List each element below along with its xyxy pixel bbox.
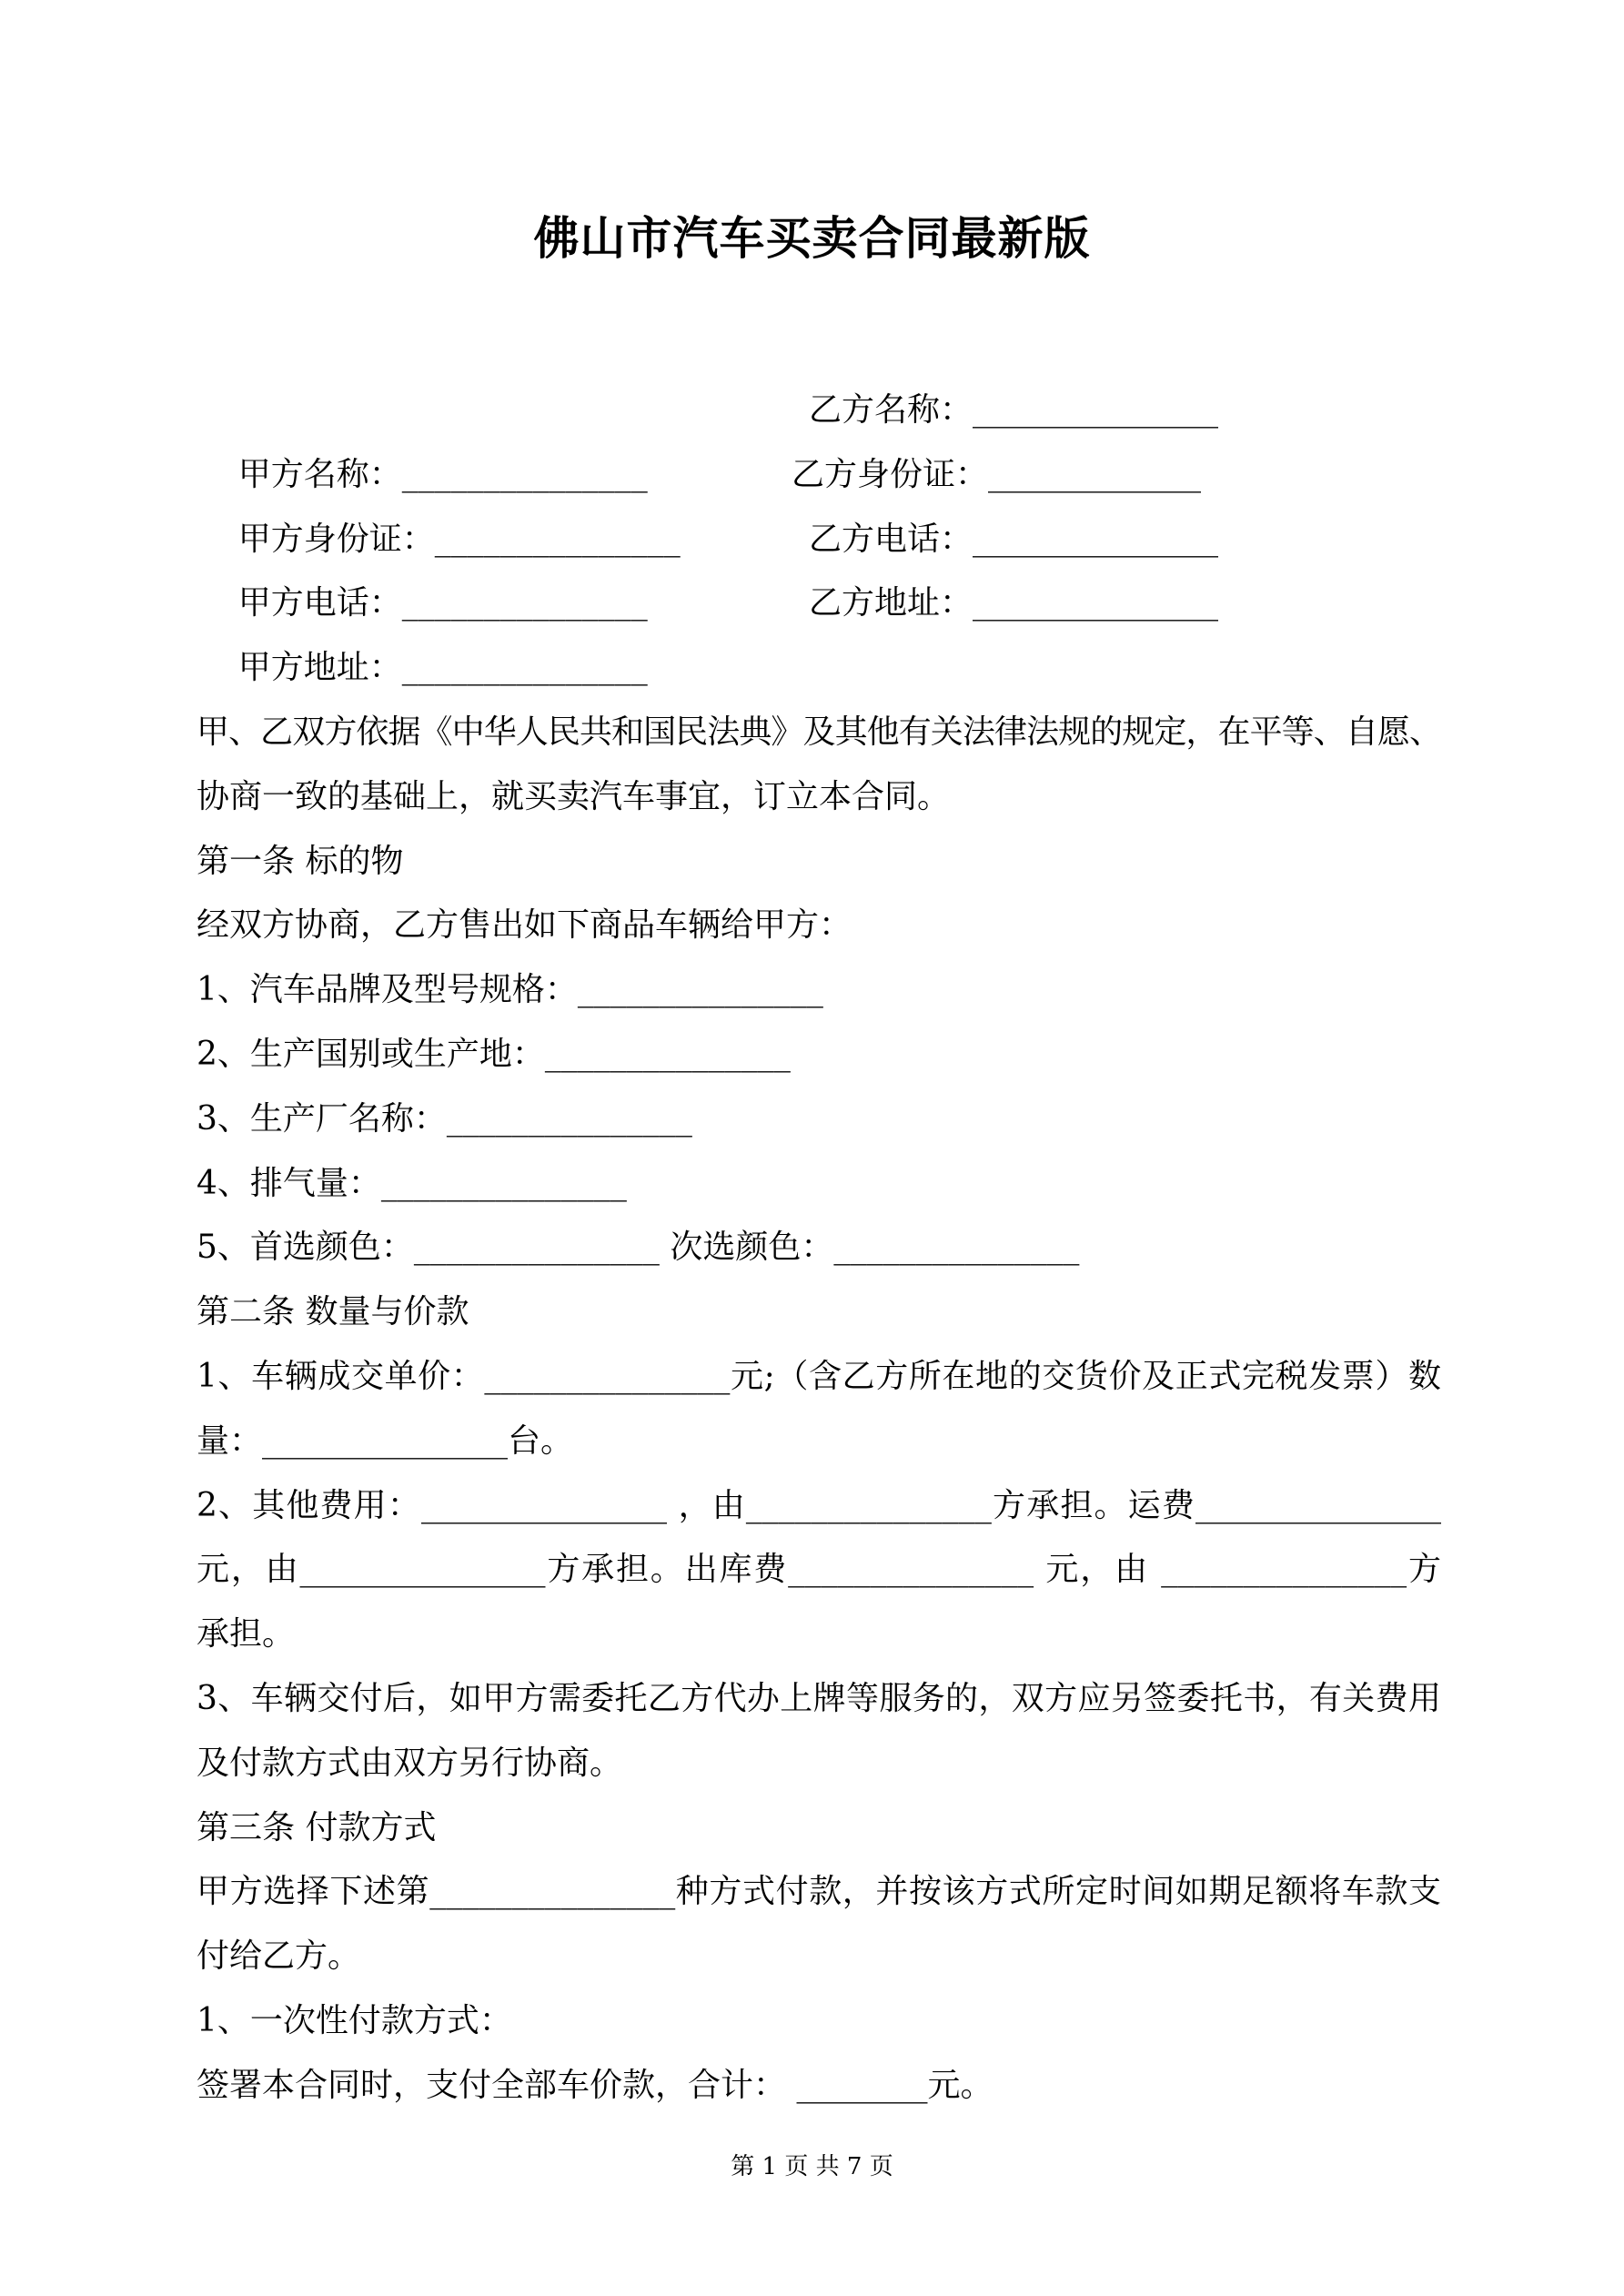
section-heading: 第一条 标的物 [197, 842, 404, 880]
party-address-row [197, 571, 1441, 687]
text-line: 量：_______________台。 [197, 1421, 574, 1460]
document-title: 佛山市汽车买卖合同最新版 [533, 211, 1091, 265]
text-line: 经双方协商，乙方售出如下商品车辆给甲方： [197, 906, 852, 945]
text-line: 元，由_______________方承担。出库费_______________ 元，由 _______________方 [197, 1551, 1441, 1589]
text-line: 2、其他费用：_______________ ，由_______________方承担。运费_______________ [197, 1486, 1441, 1524]
text-line: 1、车辆成交单价：_______________元;（含乙方所在地的交货价及正式完税发票）数 [197, 1357, 1441, 1395]
text-line: 付给乙方。 [197, 1937, 361, 1976]
party-b-address: 乙方地址：_______________ [809, 584, 1219, 622]
text-line: 甲、乙双方依据《中华人民共和国民法典》及其他有关法律法规的规定，在平等、自愿、 [197, 713, 1441, 751]
text-line: 1、一次性付款方式： [197, 2001, 512, 2039]
page-number: 第 1 页 共 7 页 [731, 2153, 893, 2180]
text-line: 5、首选颜色：_______________ 次选颜色：_______________ [197, 1229, 1080, 1267]
text-line: 3、生产厂名称：_______________ [197, 1099, 692, 1138]
party-a-id: 甲方身份证：_______________ [237, 520, 681, 558]
section-heading: 第三条 付款方式 [197, 1808, 437, 1846]
party-b-name: 乙方名称：_______________ [809, 391, 1219, 429]
text-line: 协商一致的基础上，就买卖汽车事宜，订立本合同。 [197, 777, 951, 815]
party-b-id: 乙方身份证：_____________ [792, 455, 1202, 493]
section-heading: 第二条 数量与价款 [197, 1293, 469, 1331]
party-b-phone: 乙方电话：_______________ [809, 520, 1219, 558]
document-body [197, 379, 1441, 2119]
text-line: 2、生产国别或生产地：_______________ [197, 1035, 791, 1073]
party-a-address: 甲方地址：_______________ [237, 649, 648, 687]
party-a-phone: 甲方电话：_______________ [237, 584, 648, 622]
party-a-name: 甲方名称：_______________ [237, 455, 648, 493]
text-line: 承担。 [197, 1615, 296, 1654]
text-line: 4、排气量：_______________ [197, 1164, 627, 1202]
text-line: 1、汽车品牌及型号规格：_______________ [197, 971, 823, 1009]
text-line: 签署本合同时，支付全部车价款，合计： ________元。 [197, 2066, 994, 2104]
text-line: 甲方选择下述第_______________种方式付款，并按该方式所定时间如期足额将车款支 [197, 1873, 1441, 1911]
text-line: 3、车辆交付后，如甲方需委托乙方代办上牌等服务的，双方应另签委托书，有关费用 [197, 1679, 1441, 1717]
text-line: 及付款方式由双方另行协商。 [197, 1744, 623, 1782]
